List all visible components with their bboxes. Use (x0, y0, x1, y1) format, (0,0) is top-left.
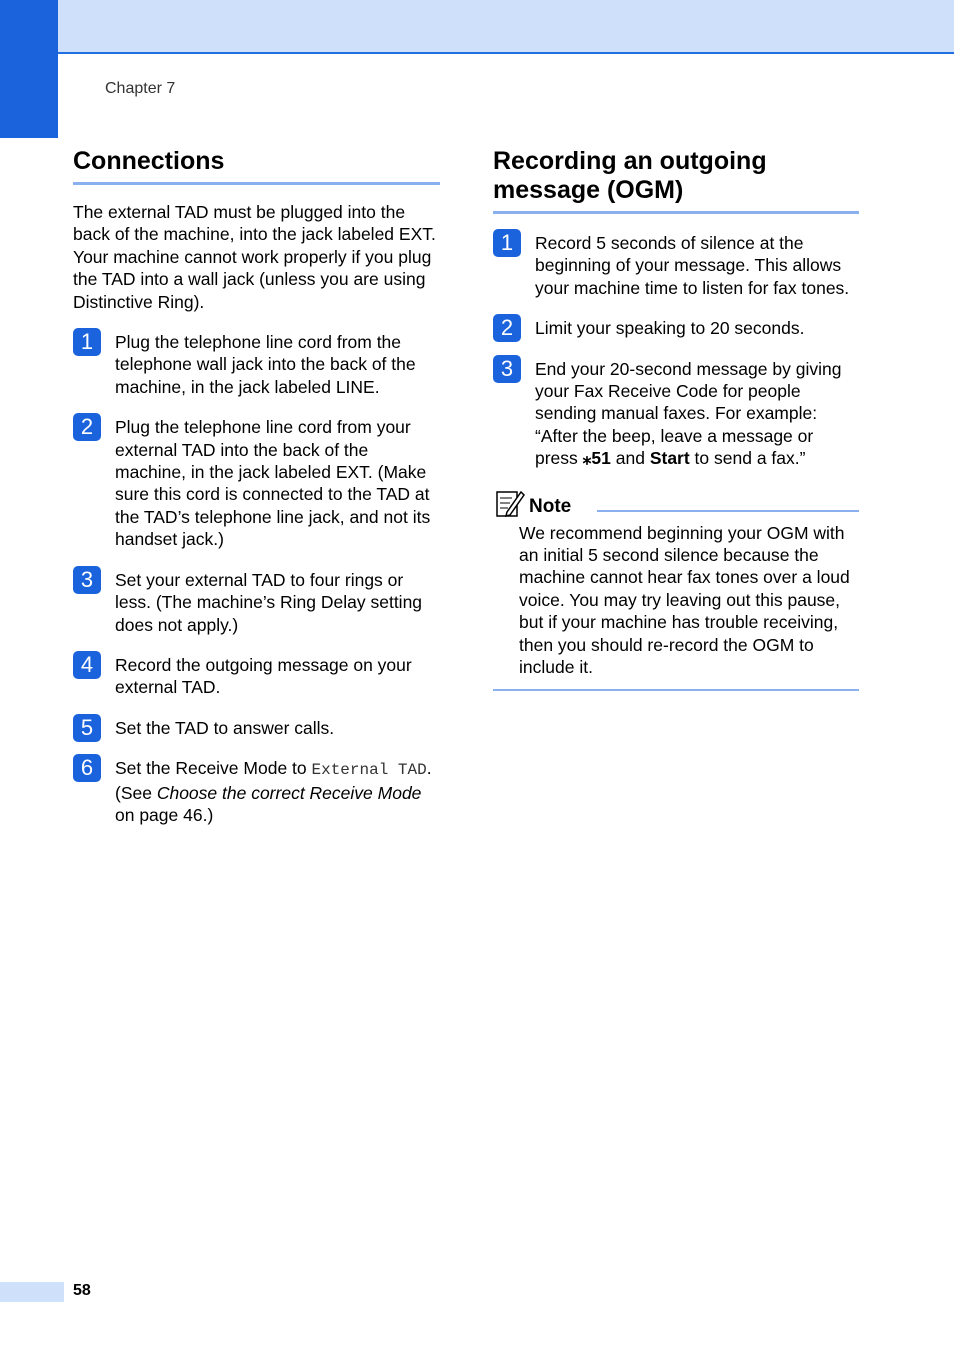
left-column (73, 144, 440, 826)
connection-steps (73, 331, 440, 826)
header-band (0, 0, 954, 54)
intro-paragraph: The external TAD must be plugged into the back of the machine, into the jack labeled EXT. Your machine cannot work properly if you plug the TAD into a wall jack (unless you are using Distinctive Ring). (73, 202, 436, 312)
note-divider (597, 510, 859, 512)
step-number-badge: 5 (73, 714, 101, 742)
step-text-prefix: Set the Receive Mode to (115, 758, 312, 779)
step-number-badge: 6 (73, 754, 101, 782)
step-text: Record the outgoing message on your external TAD. (115, 654, 412, 698)
chapter-tab (0, 0, 58, 138)
note-pencil-icon (495, 488, 525, 518)
footer-bar (0, 1282, 64, 1302)
step-text-suffix: on page 46.) (115, 804, 214, 825)
note-box (493, 488, 859, 691)
step-text-prefix: End your 20-second message by giving your Fax Receive Code for people sending manual faxes. For example: “After the beep, leave a message or press (535, 358, 842, 469)
receive-mode-value: External TAD (311, 761, 427, 780)
step-text-suffix: to send a fax.” (689, 448, 806, 469)
step-item (73, 651, 440, 699)
step-item (73, 331, 440, 398)
note-text: We recommend beginning your OGM with an initial 5 second silence because the machine cannot hear fax tones over a loud voice. You may try leaving out this pause, but if your machine has trouble receiving, then you should re-record the OGM to include it. (519, 522, 850, 678)
step-text-mid: . (See (115, 758, 432, 803)
note-title: Note (529, 495, 572, 517)
step-text-and: and (610, 448, 650, 469)
right-column (493, 144, 859, 691)
step-text: Set the TAD to answer calls. (115, 717, 335, 738)
step-item (493, 232, 859, 299)
page-number: 58 (73, 1282, 91, 1299)
step-number-badge: 3 (73, 566, 101, 594)
step-number-badge: 1 (73, 328, 101, 356)
step-item (73, 416, 440, 550)
fax-receive-code: ⁎51 (582, 448, 611, 469)
step-number-badge: 4 (73, 651, 101, 679)
start-key-label: Start (649, 448, 690, 469)
step-text: Record 5 seconds of silence at the beginning of your message. This allows your machine time to listen for fax tones. (535, 233, 850, 298)
step-item (73, 566, 440, 636)
step-text: Limit your speaking to 20 seconds. (535, 318, 805, 339)
section-title-ogm: Recording an outgoing message (OGM) (493, 144, 859, 214)
note-header (493, 488, 859, 522)
step-number-badge: 1 (493, 229, 521, 257)
step-text: Plug the telephone line cord from the telephone wall jack into the back of the machine, in the jack labeled LINE. (115, 332, 416, 397)
step-text: Plug the telephone line cord from your external TAD into the back of the machine, in the jack labeled EXT. (Make sure this cord is connected to the TAD at the TAD’s telephone line jack, and not its handset jack.) (115, 417, 431, 550)
step-number-badge: 2 (73, 413, 101, 441)
step-item (73, 714, 440, 740)
step-number-badge: 3 (493, 355, 521, 383)
step-item (493, 317, 859, 339)
step-number-badge: 2 (493, 314, 521, 342)
ogm-steps (493, 232, 859, 470)
step-text: Set your external TAD to four rings or less. (The machine’s Ring Delay setting does not apply.) (115, 569, 423, 635)
step-item (493, 355, 859, 470)
section-title-connections: Connections (73, 144, 440, 185)
cross-reference: Choose the correct Receive Mode (156, 782, 422, 803)
step-item (73, 757, 440, 826)
chapter-label: Chapter 7 (105, 80, 176, 97)
